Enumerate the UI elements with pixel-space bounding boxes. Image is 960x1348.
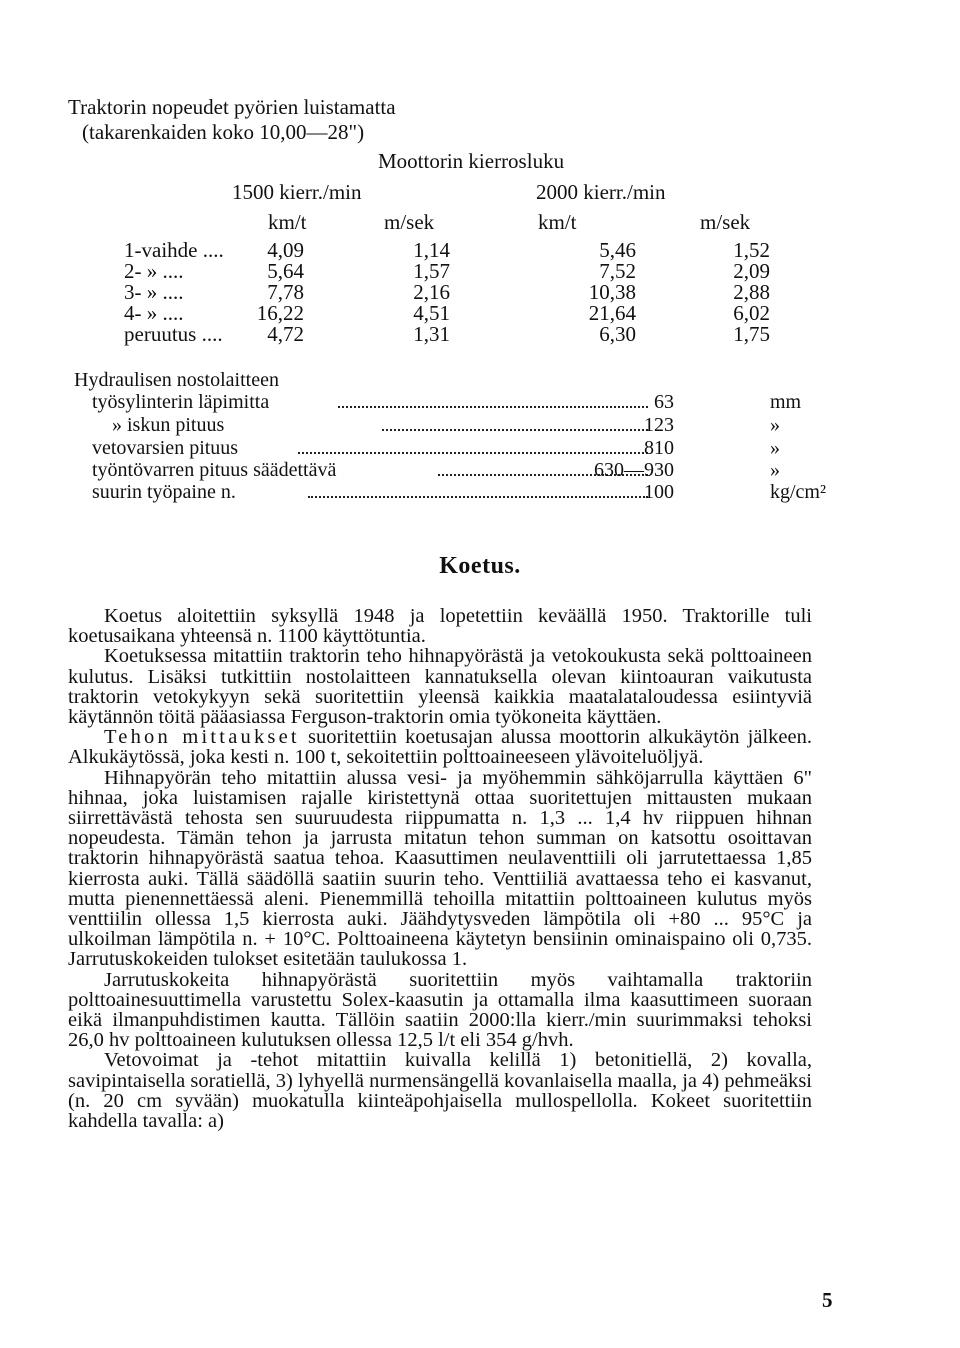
speed-msek-2000: 2,88 <box>733 280 770 304</box>
speed-kmt-2000: 5,46 <box>599 238 636 262</box>
speed-kmt-2000: 6,30 <box>599 322 636 346</box>
paragraph: Hihnapyörän teho mitattiin alussa vesi- ja myöhemmin sähköjarrulla käyttäen 6" hihnaa, joka luistamisen rajalle kiristettynä ottaa suoritettujen mittausten mukaan siirrettävästä tehosta sen suuruudesta riippumatta n. 1,3 ... 1,4 hv riippuen hihnan nopeudesta. Tämän tehon ja jarrusta mitatun tehon summan on katsottu osoittavan traktorin hihnapyörästä saatua tehoa. Kaasuttimen neulaventtiili oli jarrutettaessa 1,85 kierrosta auki. Tällä säädöllä saatiin suurin teho. Venttiiliä avattaessa teho ei kasvanut, mutta pienennettäessä aleni. Pienemmillä tehoilla mitattiin polttoaineen kulutus myös venttiilin ollessa 1,5 kierrosta auki. Jäähdytysveden lämpötila oli +80 ... 95°C ja ulkoilman lämpötila n. + 10°C. Polttoaineena käytetyn bensiinin ominaispaino oli 0,735. Jarrutuskokeiden tulokset esitetään taulukossa 1. <box>68 766 812 971</box>
spec-item <box>92 391 802 413</box>
spec-value: 123 <box>644 414 674 436</box>
body-text <box>68 606 812 1131</box>
speed-kmt-1500: 5,64 <box>267 259 304 283</box>
gear-label: peruutus .... <box>124 322 223 346</box>
speed-kmt-2000: 10,38 <box>588 280 636 304</box>
spec-unit: » <box>770 459 780 481</box>
section-heading: Koetus. <box>439 553 521 579</box>
leader-dots <box>298 437 648 454</box>
spec-item <box>92 481 826 503</box>
rpm-header-2000: 2000 kierr./min <box>536 180 666 204</box>
gear-label: 4- » .... <box>124 301 184 325</box>
spec-label: vetovarsien pituus <box>92 437 239 459</box>
spaced-emphasis: Tehon mittaukset <box>104 726 300 749</box>
unit-header-msek-1: m/sek <box>384 210 435 234</box>
speed-msek-2000: 1,52 <box>733 238 770 262</box>
paragraph: Vetovoimat ja -tehot mitattiin kuivalla kelillä 1) betonitiellä, 2) kovalla, savipintaisella soratiellä, 3) lyhyellä nurmensängellä kovanlaisella maalla, ja 4) pehmeäksi (n. 20 cm syvään) muokatulla kiinteäpohjaisella mullospellolla. Kokeet suoritettiin kahdella tavalla: a) <box>68 1049 813 1133</box>
gear-label: 1-vaihde .... <box>124 238 224 262</box>
hydraulics-heading: Hydraulisen nostolaitteen <box>74 369 279 391</box>
speed-kmt-2000: 21,64 <box>588 301 636 325</box>
table-title-line-2: (takarenkaiden koko 10,00—28") <box>82 120 365 144</box>
unit-header-kmt-1: km/t <box>268 210 307 234</box>
speed-msek-1500: 1,14 <box>413 238 450 262</box>
paragraph-text: suoritettiin koetusajan alussa moottorin alkukäytön jälkeen. Alkukäytössä, joka kesti n. 100 t, sekoitettiin polttoaineeseen ylävoiteluöljyä. <box>68 726 812 769</box>
spec-item <box>92 437 782 459</box>
spec-label: suurin työpaine n. <box>92 481 236 503</box>
speed-msek-1500: 1,57 <box>413 259 450 283</box>
spec-unit: » <box>770 437 780 459</box>
paragraph: Koetuksessa mitattiin traktorin teho hihnapyörästä ja vetokoukusta sekä polttoaineen kulutus. Lisäksi tutkittiin nostolaitteen kannatuksella olevan kiintoauran vaikutusta traktorin vetokykyyn sekä suoritettiin yleensä kaikkia maatalataloudessa esiintyviä käytännön töitä pääasiassa Ferguson-traktorin omia työkoneita käyttäen. <box>68 645 812 729</box>
rpm-group-header: Moottorin kierrosluku <box>378 149 565 173</box>
speed-kmt-1500: 4,72 <box>267 322 304 346</box>
speed-msek-2000: 6,02 <box>733 301 770 325</box>
table-title-line-1: Traktorin nopeudet pyörien luistamatta <box>68 95 396 119</box>
spec-value: 100 <box>644 481 674 503</box>
page-number: 5 <box>822 1288 833 1312</box>
spec-value: 63 <box>654 391 674 413</box>
speed-msek-2000: 2,09 <box>733 259 770 283</box>
spec-label: työsylinterin läpimitta <box>92 391 270 413</box>
speed-msek-1500: 2,16 <box>413 280 450 304</box>
spec-value: 810 <box>644 437 674 459</box>
leader-dots <box>338 391 648 408</box>
spec-item <box>92 459 782 481</box>
spec-unit: mm <box>770 391 802 413</box>
leader-dots <box>308 481 648 498</box>
unit-header-msek-2: m/sek <box>700 210 751 234</box>
speed-msek-2000: 1,75 <box>733 322 770 346</box>
unit-header-kmt-2: km/t <box>538 210 577 234</box>
spec-value: 630—930 <box>594 459 674 481</box>
speed-kmt-1500: 4,09 <box>267 238 304 262</box>
spec-unit: » <box>770 414 780 436</box>
spec-label: » iskun pituus <box>92 414 225 436</box>
speed-kmt-1500: 16,22 <box>256 301 304 325</box>
paragraph: Jarrutuskokeita hihnapyörästä suoritettiin myös vaihtamalla traktoriin polttoainesuuttimella varustettu Solex-kaasutin ja ottamalla ilma kaasuttimeen suoraan eikä ilmanpuhdistimen kautta. Tällöin saatiin 2000:lla kierr./min suurimmaksi tehoksi 26,0 hv polttoaineen kulutuksen ollessa 12,5 l/t eli 354 g/hvh. <box>68 968 812 1052</box>
speed-kmt-2000: 7,52 <box>599 259 636 283</box>
rpm-header-1500: 1500 kierr./min <box>232 180 362 204</box>
table-row <box>0 322 960 346</box>
speed-kmt-1500: 7,78 <box>267 280 304 304</box>
spec-unit: kg/cm² <box>770 481 826 503</box>
spec-item <box>92 414 782 436</box>
gear-label: 3- » .... <box>124 280 184 304</box>
gear-label: 2- » .... <box>124 259 184 283</box>
speed-msek-1500: 4,51 <box>413 301 450 325</box>
spec-label: työntövarren pituus säädettävä <box>92 459 337 481</box>
leader-dots <box>382 414 648 431</box>
paragraph: Koetus aloitettiin syksyllä 1948 ja lopetettiin keväällä 1950. Traktorille tuli koetusaikana yhteensä n. 1100 käyttötuntia. <box>68 605 812 648</box>
speed-msek-1500: 1,31 <box>413 322 450 346</box>
paragraph <box>68 727 812 767</box>
